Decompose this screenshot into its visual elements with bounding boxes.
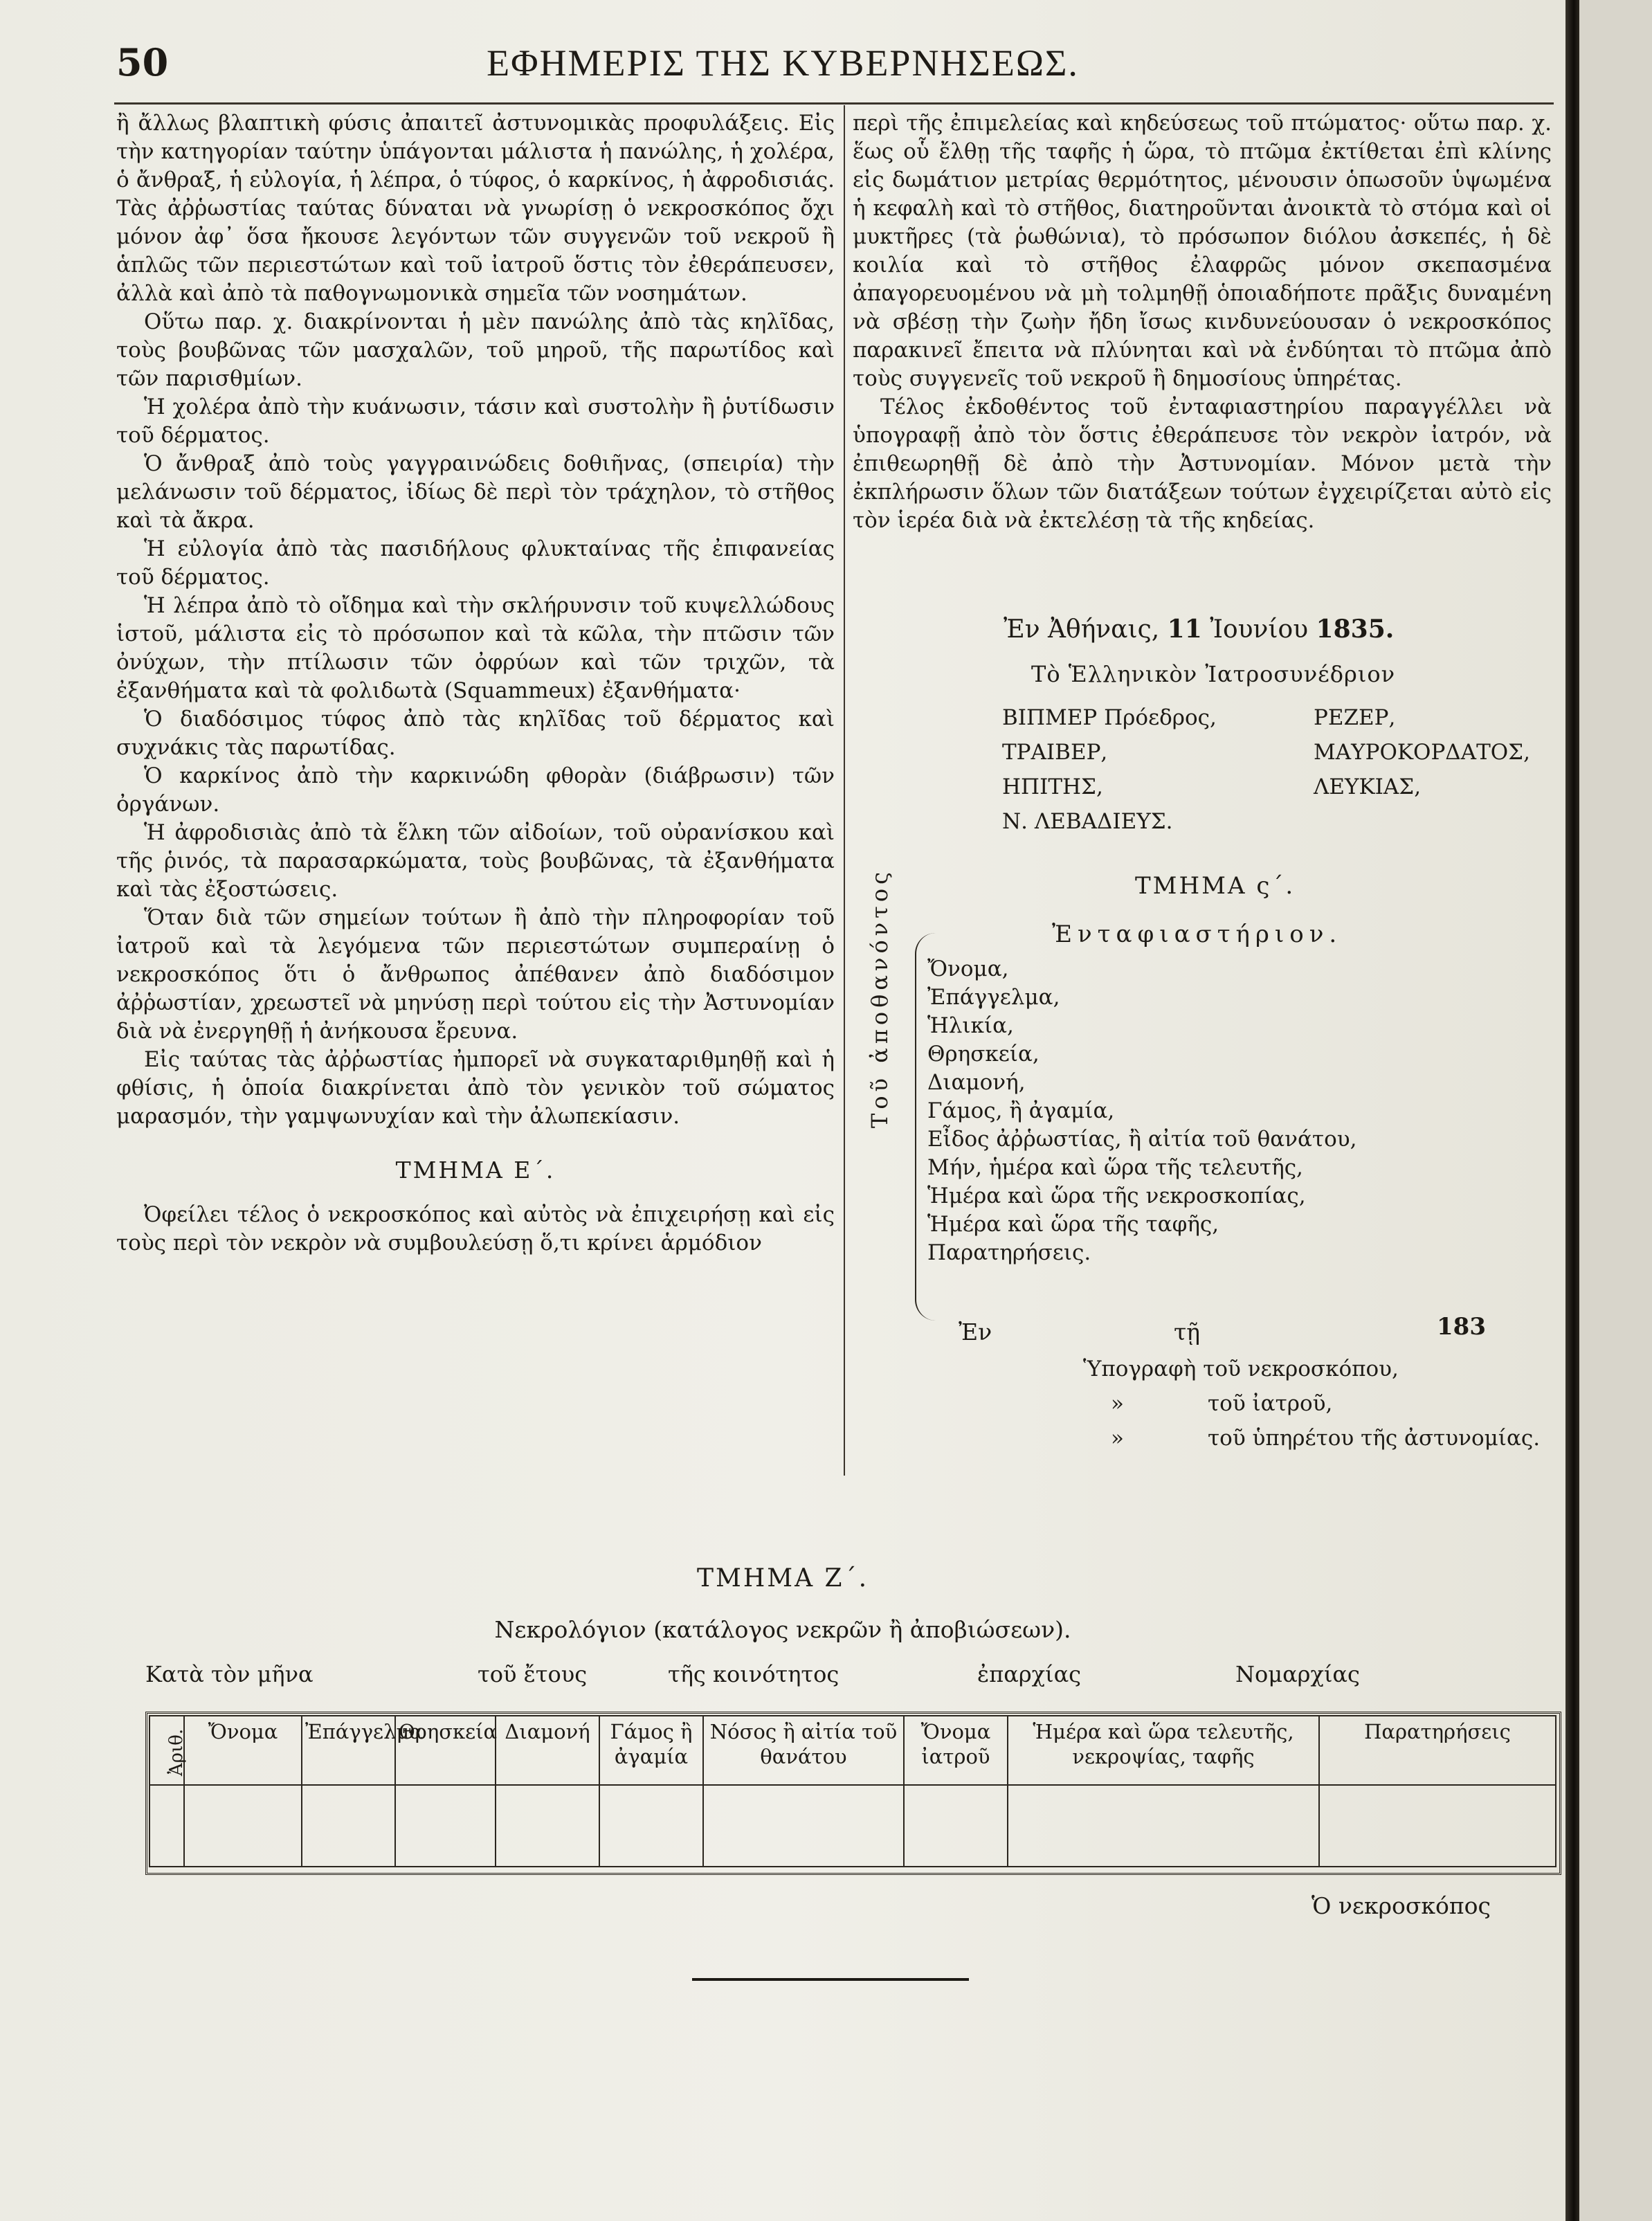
signatories-left bbox=[1002, 700, 1217, 839]
paragraph: Ὅταν διὰ τῶν σημείων τούτων ἢ ἀπὸ τὴν πληροφορίαν τοῦ ἰατροῦ καὶ τὰ λεγόμενα τῶν περιεστώτων συμπεραίνῃ ὁ νεκροσκόπος ὅτι ὁ ἄνθρωπος ἀπέθανεν ἀπὸ διαδόσιμον ἀῤῥωστίαν, χρεωστεῖ νὰ μηνύσῃ περὶ τούτου εἰς τὴν Ἀστυνομίαν διὰ νὰ ἐνεργηθῇ ἡ ἀνήκουσα ἔρευνα. bbox=[116, 905, 835, 1044]
paragraph: Ἡ χολέρα ἀπὸ τὴν κυάνωσιν, τάσιν καὶ συστολὴν ἢ ῥυτίδωσιν τοῦ δέρματος. bbox=[116, 395, 835, 448]
signature-line: Ὑπογραφὴ τοῦ νεκροσκόπου, bbox=[1083, 1357, 1399, 1381]
signatory: Ν. ΛΕΒΑΔΙΕΥΣ. bbox=[1002, 809, 1173, 834]
signatory: ΡΕΖΕΡ, bbox=[1314, 705, 1396, 730]
column-divider bbox=[844, 105, 845, 1476]
register-header-field: τοῦ ἔτους bbox=[478, 1661, 588, 1687]
form-field: Ἐπάγγελμα, bbox=[927, 985, 1060, 1010]
form-field: Ἡλικία, bbox=[927, 1013, 1014, 1038]
form-field: Ἡμέρα καὶ ὥρα τῆς νεκροσκοπίας, bbox=[927, 1184, 1306, 1208]
left-column bbox=[116, 109, 835, 1258]
paragraph: Ὁ καρκίνος ἀπὸ τὴν καρκινώδη φθορὰν (διάβρωσιν) τῶν ὀργάνων. bbox=[116, 763, 835, 817]
paragraph: Ἡ ἀφροδισιὰς ἀπὸ τὰ ἕλκη τῶν αἰδοίων, τοῦ οὐρανίσκου καὶ τῆς ῥινός, τὰ παρασαρκώματα, τοὺς βουβῶνας, τὰ ἐξανθήματα καὶ τὰς ἐξοστώσεις. bbox=[116, 820, 835, 902]
signatory: ΒΙΠΜΕΡ Πρόεδρος, bbox=[1002, 705, 1217, 730]
column-header: Ὄνομα bbox=[184, 1716, 302, 1785]
signature-line: τοῦ ἰατροῦ, bbox=[1208, 1391, 1333, 1416]
date-month: Ἰουνίου bbox=[1210, 615, 1309, 644]
paragraph: ἢ ἄλλως βλαπτικὴ φύσις ἀπαιτεῖ ἀστυνομικὰς προφυλάξεις. Εἰς τὴν κατηγορίαν ταύτην ὑπάγονται μάλιστα ἡ πανώλης, ἡ χολέρα, ὁ ἄνθραξ, ἡ εὐλογία, ἡ λέπρα, ὁ τύφος, ὁ καρκίνος, ἡ ἀφροδισιάς. Τὰς ἀῤῥωστίας ταύτας δύναται νὰ γνωρίσῃ ὁ νεκροσκόπος ὄχι μόνον ἀφ᾽ ὅσα ἤκουσε λεγόντων τῶν συγγενῶν τοῦ νεκροῦ ἢ ἁπλῶς τῶν περιεστώτων καὶ τοῦ ἰατροῦ ὅστις τὸν ἐθεράπευσεν, ἀλλὰ καὶ ἀπὸ τὰ παθογνωμονικὰ σημεῖα τῶν νοσημάτων. bbox=[116, 111, 835, 306]
column-header: Παρατηρήσεις bbox=[1319, 1716, 1556, 1785]
end-rule bbox=[692, 1978, 969, 1981]
register-header-field: Νομαρχίας bbox=[1235, 1661, 1360, 1687]
paragraph: Ὁ ἄνθραξ ἀπὸ τοὺς γαγγραινώδεις δοθιῆνας, (σπειρία) τὴν μελάνωσιν τοῦ δέρματος, ἰδίως δὲ περὶ τὸν τράχηλον, τὸ στῆθος καὶ τὰ ἄκρα. bbox=[116, 451, 835, 533]
form-field: Ὄνομα, bbox=[927, 957, 1009, 981]
column-header: Διαμονή bbox=[496, 1716, 599, 1785]
page-number: 50 bbox=[116, 40, 169, 84]
section-title: ΤΜΗΜΑ Ε΄. bbox=[395, 1157, 556, 1184]
section-title: ΤΜΗΜΑ Ζ΄. bbox=[696, 1564, 869, 1593]
paragraph: Εἰς ταύτας τὰς ἀῤῥωστίας ἠμπορεῖ νὰ συγκαταριθμηθῇ καὶ ἡ φθίσις, ἡ ὁποία διακρίνεται ἀπὸ τὸν γενικὸν τοῦ σώματος μαρασμόν, τὴν γαμψωνυχίαν καὶ τὴν ἀλωπεκίασιν. bbox=[116, 1047, 835, 1129]
form-field-list bbox=[927, 955, 1356, 1267]
signatory: ΜΑΥΡΟΚΟΡΔΑΤΟΣ, bbox=[1314, 740, 1530, 765]
signatory: ΤΡΑΙΒΕΡ, bbox=[1002, 740, 1108, 765]
signatory: ΗΠΙΤΗΣ, bbox=[1002, 774, 1103, 799]
table-row bbox=[149, 1785, 1556, 1867]
year-label: 183 bbox=[1437, 1313, 1486, 1341]
paragraph: περὶ τῆς ἐπιμελείας καὶ κηδεύσεως τοῦ πτώματος· οὕτω παρ. χ. ἕως οὗ ἔλθῃ τῆς ταφῆς ἡ ὥρα, τὸ πτῶμα ἐκτίθεται ἐπὶ κλίνης εἰς δωμάτιον μετρίας θερμότητος, μένουσιν ὁπωσοῦν ὑψωμένα ἡ κεφαλὴ καὶ τὸ στῆθος, διατηροῦνται ἀνοικτὰ τὸ στόμα καὶ οἱ μυκτῆρες (τὰ ῥωθώνια), τὸ πρόσωπον διόλου ἀσκεπές, ἡ δὲ κοιλία καὶ τὸ στῆθος ἐλαφρῶς μόνον σκεπασμένα ἀπαγορευομένου νὰ μὴ τολμηθῇ ὁποιαδήποτε πρᾶξις δυναμένη νὰ σβέσῃ τὴν ζωὴν ἤδη ἴσως κινδυνεύουσαν ὁ νεκροσκόπος παρακινεῖ ἔπειτα νὰ πλύνηται καὶ νὰ ἐνδύηται τὸ πτῶμα ἀπὸ τοὺς συγγενεῖς τοῦ νεκροῦ ἢ δημοσίους ὑπηρέτας. bbox=[853, 111, 1552, 391]
form-field: Εἶδος ἀῤῥωστίας, ἢ αἰτία τοῦ θανάτου, bbox=[927, 1127, 1357, 1152]
right-column bbox=[853, 109, 1552, 535]
ditto-mark: » bbox=[1111, 1391, 1124, 1416]
register-subtitle: Νεκρολόγιον (κατάλογος νεκρῶν ἢ ἀποβιώσεων). bbox=[494, 1616, 1071, 1643]
form-field: Μήν, ἡμέρα καὶ ὥρα τῆς τελευτῆς, bbox=[927, 1155, 1303, 1180]
column-header: Νόσος ἢ αἰτία τοῦ θανάτου bbox=[703, 1716, 904, 1785]
register-header-field: τῆς κοινότητος bbox=[668, 1661, 839, 1687]
form-field: Παρατηρήσεις. bbox=[927, 1240, 1091, 1265]
paragraph: Ἡ λέπρα ἀπὸ τὸ οἴδημα καὶ τὴν σκλήρυνσιν τοῦ κυψελλώδους ἱστοῦ, μάλιστα εἰς τὸ πρόσωπον καὶ τὰ κῶλα, τὴν πτῶσιν τῶν ὀνύχων, τὴν πτίλωσιν τῶν ὀφρύων καὶ τῶν τριχῶν, τὰ ἐξανθήματα καὶ τὰ φολιδωτὰ (Squammeux) ἐξανθήματα· bbox=[116, 593, 835, 703]
section-title: ΤΜΗΜΑ ς΄. bbox=[1135, 872, 1296, 900]
register-table bbox=[149, 1715, 1556, 1867]
paragraph: Ὀφείλει τέλος ὁ νεκροσκόπος καὶ αὐτὸς νὰ ἐπιχειρήσῃ καὶ εἰς τοὺς περὶ τὸν νεκρὸν νὰ συμβουλεύσῃ ὅ,τι κρίνει ἁρμόδιον bbox=[116, 1202, 835, 1255]
signatories-right bbox=[1314, 700, 1530, 804]
form-title: Ἐνταφιαστήριον. bbox=[1052, 921, 1343, 948]
book-gutter bbox=[1565, 0, 1579, 2221]
column-header: Ὄνομα ἰατροῦ bbox=[904, 1716, 1008, 1785]
form-field: Ἡμέρα καὶ ὥρα τῆς ταφῆς, bbox=[927, 1212, 1219, 1237]
ditto-mark: » bbox=[1111, 1426, 1124, 1451]
register-header-field: Κατὰ τὸν μῆνα bbox=[145, 1661, 314, 1687]
table-header-row bbox=[149, 1716, 1556, 1785]
signature-line: τοῦ ὑπηρέτου τῆς ἀστυνομίας. bbox=[1208, 1426, 1541, 1451]
council-name: Τὸ Ἑλληνικὸν Ἰατροσυνέδριον bbox=[1031, 661, 1396, 687]
signatory: ΛΕΥΚΙΑΣ, bbox=[1314, 774, 1422, 799]
column-header: Ἡμέρα καὶ ὥρα τελευτῆς, νεκροψίας, ταφῆς bbox=[1008, 1716, 1319, 1785]
form-field: Θρησκεία, bbox=[927, 1042, 1040, 1067]
paragraph: Οὕτω παρ. χ. διακρίνονται ἡ μὲν πανώλης ἀπὸ τὰς κηλῖδας, τοὺς βουβῶνας τῶν μασχαλῶν, τοῦ μηροῦ, τῆς παρωτίδος καὶ τῶν παρισθμίων. bbox=[116, 309, 835, 391]
column-header: Ἐπάγγελμα bbox=[302, 1716, 395, 1785]
place-label: Ἐν bbox=[959, 1318, 992, 1345]
form-field: Διαμονή, bbox=[927, 1070, 1026, 1095]
paragraph: Τέλος ἐκδοθέντος τοῦ ἐνταφιαστηρίου παραγγέλλει νὰ ὑπογραφῇ ἀπὸ τὸν ὅστις ἐθεράπευσε τὸν νεκρὸν ἰατρόν, νὰ ἐπιθεωρηθῇ δὲ ἀπὸ τὴν Ἀστυνομίαν. Μόνον μετὰ τὴν ἐκπλήρωσιν ὅλων τῶν διατάξεων τούτων ἐγχειρίζεται αὐτὸ εἰς τὸν ἱερέα διὰ νὰ ἐκτελέσῃ τὰ τῆς κηδείας. bbox=[853, 395, 1552, 533]
adjacent-page-edge bbox=[1579, 0, 1652, 2221]
date-year: 1835. bbox=[1316, 615, 1395, 644]
day-label: τῇ bbox=[1174, 1318, 1201, 1345]
column-header: Θρησκεία bbox=[395, 1716, 496, 1785]
date-prefix: Ἐν Ἀθήναις, bbox=[1004, 615, 1160, 644]
decree-date bbox=[1004, 615, 1394, 644]
column-header: Ἀριθ. bbox=[149, 1716, 184, 1785]
header-rule bbox=[114, 102, 1554, 105]
paragraph: Ἡ εὐλογία ἀπὸ τὰς πασιδήλους φλυκταίνας τῆς ἐπιφανείας τοῦ δέρματος. bbox=[116, 536, 835, 590]
paragraph: Ὁ διαδόσιμος τύφος ἀπὸ τὰς κηλῖδας τοῦ δέρματος καὶ συχνάκις τὰς παρωτίδας. bbox=[116, 707, 835, 760]
register-footer: Ὁ νεκροσκόπος bbox=[1311, 1892, 1491, 1919]
page-title: ΕΦΗΜΕΡΙΣ ΤΗΣ ΚΥΒΕΡΝΗΣΕΩΣ. bbox=[487, 42, 1079, 84]
register-header-field: ἐπαρχίας bbox=[977, 1661, 1082, 1687]
date-day: 11 bbox=[1167, 615, 1202, 644]
form-field: Γάμος, ἢ ἀγαμία, bbox=[927, 1098, 1115, 1123]
column-header: Γάμος ἢ ἀγαμία bbox=[599, 1716, 703, 1785]
vertical-label: Τοῦ ἀποθανόντος bbox=[866, 867, 893, 1128]
